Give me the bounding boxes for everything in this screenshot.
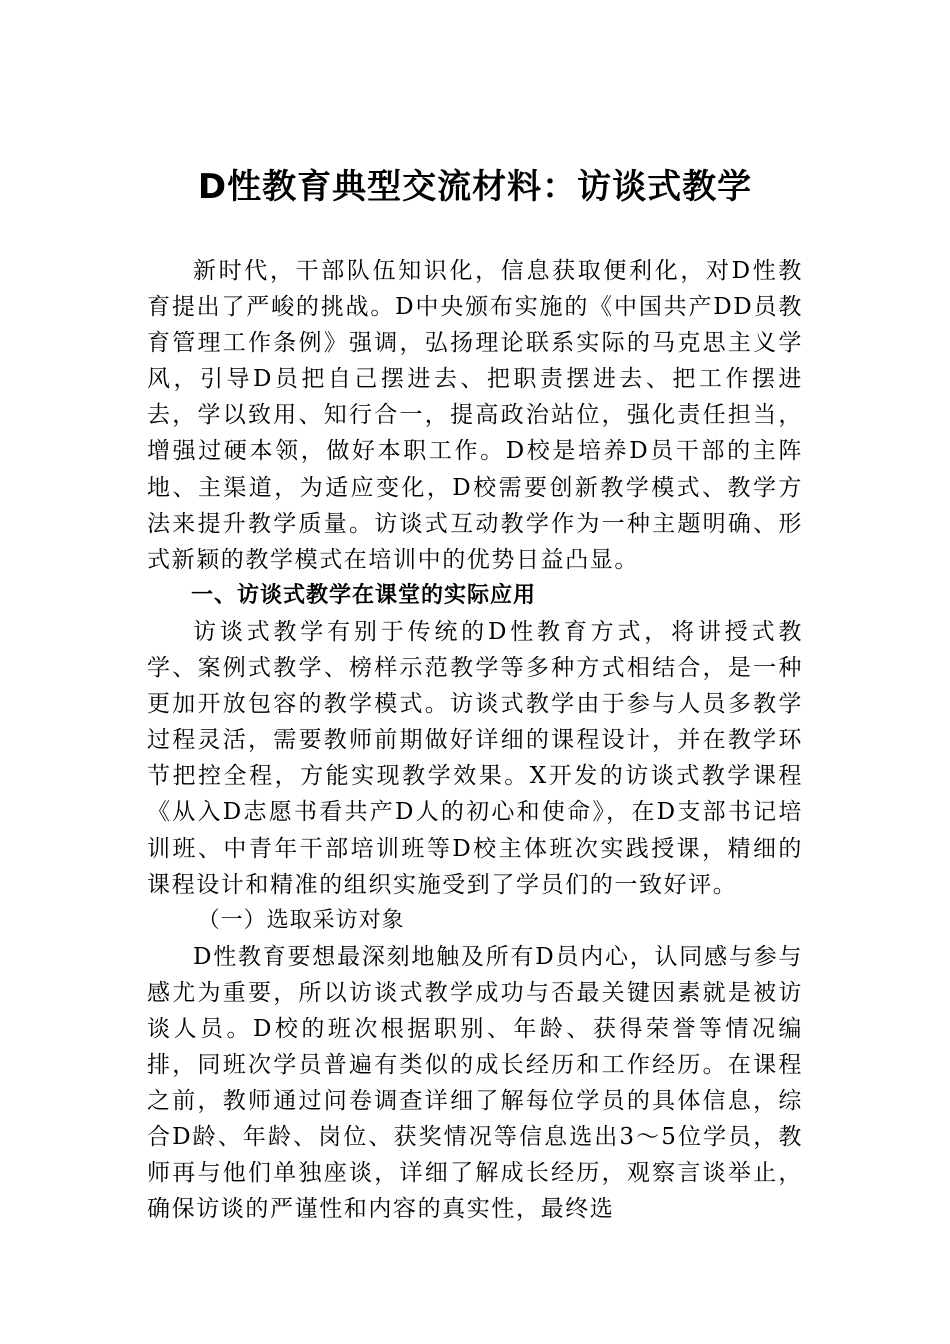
document-body	[147, 253, 803, 1228]
paragraph-application: 访谈式教学有别于传统的D性教育方式，将讲授式教学、案例式教学、榜样示范教学等多种方式相结合，是一种更加开放包容的教学模式。访谈式教学由于参与人员多教学过程灵活，需要教师前期做好详细的课程设计，并在教学环节把控全程，方能实现教学效果。X开发的访谈式教学课程《从入D志愿书看共产D人的初心和使命》，在D支部书记培训班、中青年干部培训班等D校主体班次实践授课，精细的课程设计和精准的组织实施受到了学员们的一致好评。	[147, 618, 803, 898]
document-title: D性教育典型交流材料：访谈式教学	[197, 167, 753, 207]
paragraph-select-interviewees: D性教育要想最深刻地触及所有D员内心，认同感与参与感尤为重要，所以访谈式教学成功与否最关键因素就是被访谈人员。D校的班次根据职别、年龄、获得荣誉等情况编排，同班次学员普遍有类似的成长经历和工作经历。在课程之前，教师通过问卷调查详细了解每位学员的具体信息，综合D龄、年龄、岗位、获奖情况等信息选出3～5位学员，教师再与他们单独座谈，详细了解成长经历，观察言谈举止，确保访谈的严谨性和内容的真实性，最终选	[147, 943, 803, 1223]
subsection-heading-1: （一）选取采访对象	[197, 907, 405, 933]
section-heading-1: 一、访谈式教学在课堂的实际应用	[191, 582, 537, 608]
paragraph-intro: 新时代，干部队伍知识化，信息获取便利化，对D性教育提出了严峻的挑战。D中央颁布实施的《中国共产DD员教育管理工作条例》强调，弘扬理论联系实际的马克思主义学风，引导D员把自己摆进去、把职责摆进去、把工作摆进去，学以致用、知行合一，提高政治站位，强化责任担当，增强过硬本领，做好本职工作。D校是培养D员干部的主阵地、主渠道，为适应变化，D校需要创新教学模式、教学方法来提升教学质量。访谈式互动教学作为一种主题明确、形式新颖的教学模式在培训中的优势日益凸显。	[147, 258, 803, 573]
